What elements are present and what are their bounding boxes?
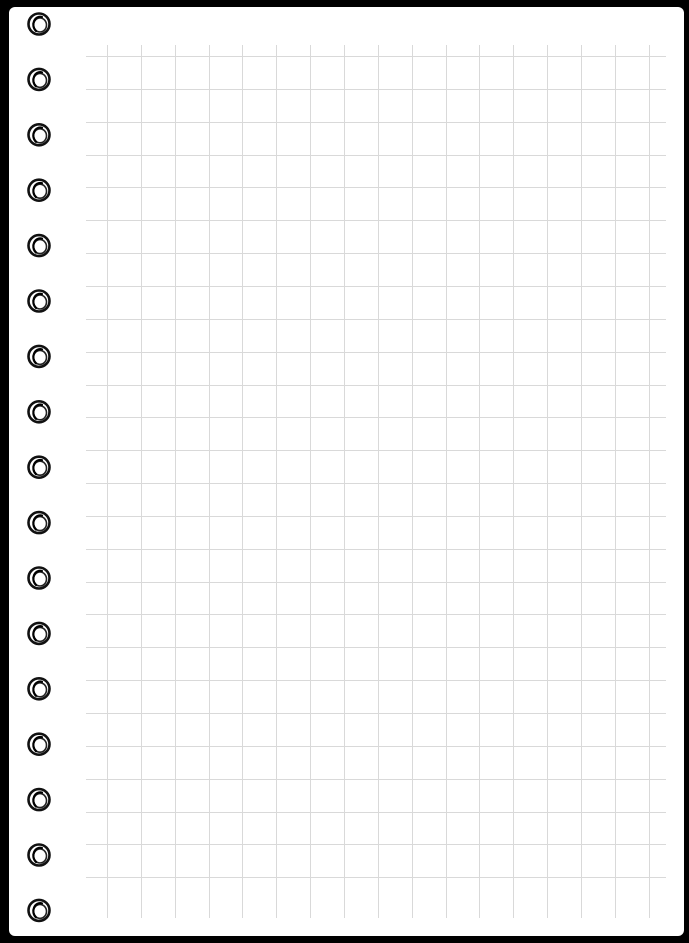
spiral-binding [29,14,50,921]
binding-ring-icon [29,235,50,256]
binding-ring-icon [29,69,50,90]
binding-ring-icon [29,845,50,866]
binding-ring-icon [29,734,50,755]
binding-ring-icon [29,14,50,35]
binding-ring-icon [29,291,50,312]
binding-ring-icon [29,124,50,145]
binding-ring-icon [29,180,50,201]
binding-ring-icon [29,512,50,533]
binding-ring-icon [29,789,50,810]
binding-ring-icon [29,568,50,589]
binding-ring-icon [29,401,50,422]
binding-ring-icon [29,900,50,921]
binding-ring-icon [29,678,50,699]
binding-ring-icon [29,457,50,478]
binding-ring-icon [29,623,50,644]
grid-lines [86,45,666,918]
binding-ring-icon [29,346,50,367]
